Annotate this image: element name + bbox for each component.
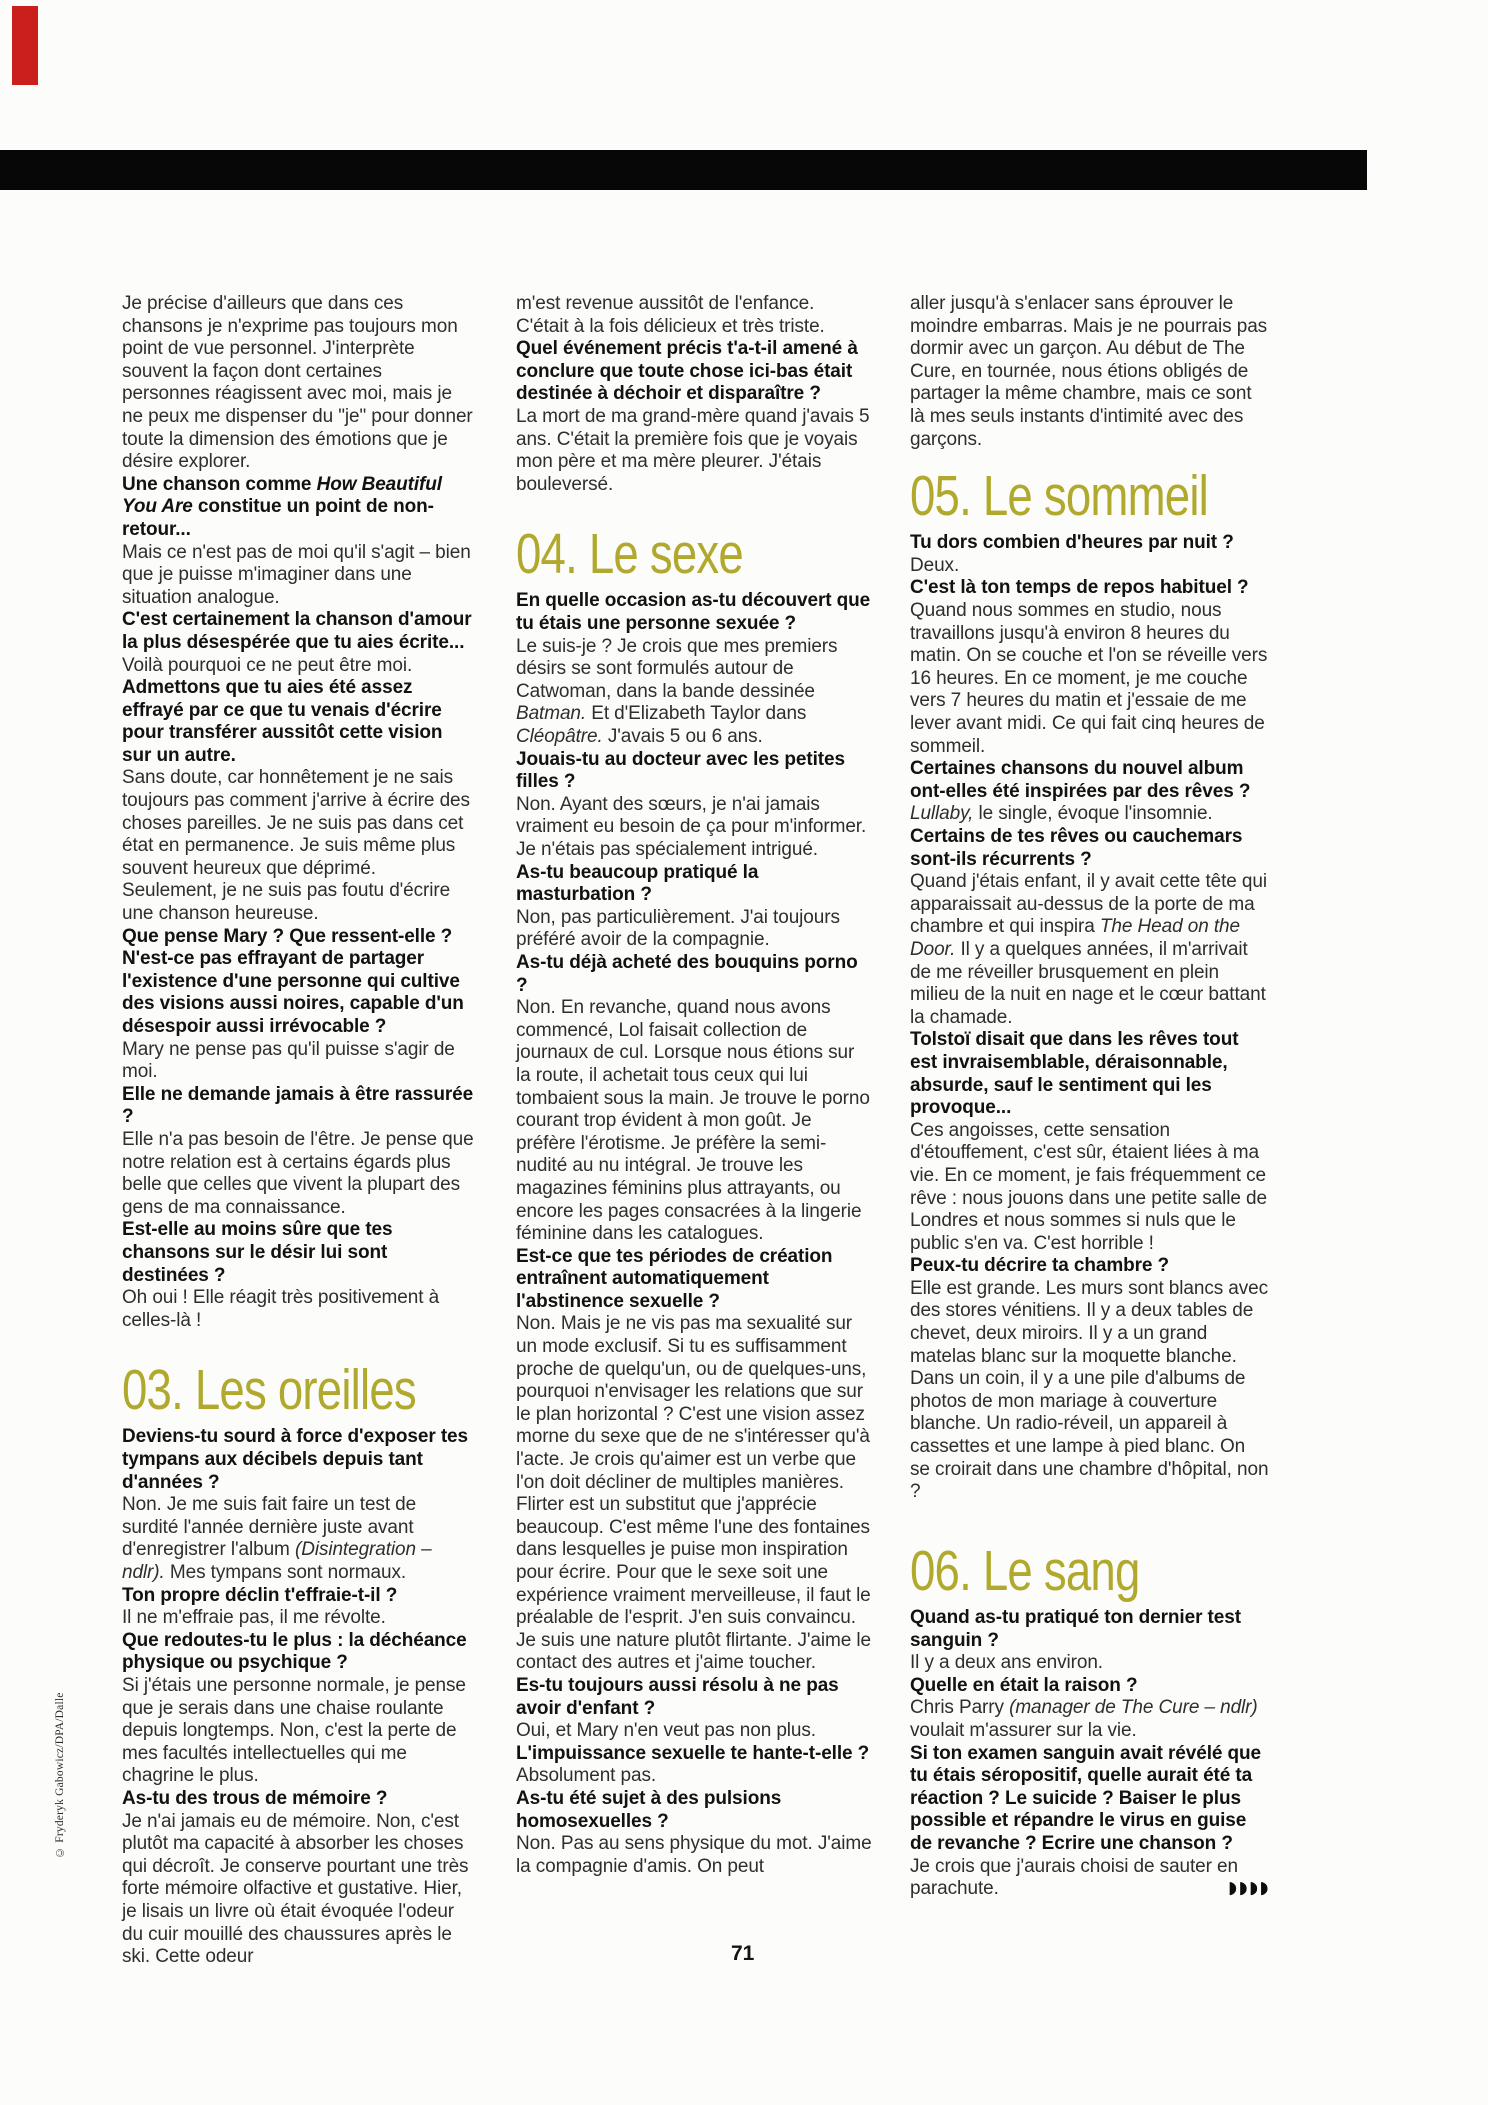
column-2 (516, 293, 872, 1878)
question-paragraph: Certaines chansons du nouvel album ont-elles été inspirées par des rêves ? (910, 758, 1251, 802)
answer-paragraph: Deux. (910, 554, 960, 576)
continue-arrows-icon: ◗◗◗◗ (1228, 1878, 1270, 1899)
single-title-italic: Lullaby, (910, 803, 974, 825)
question-paragraph: Quel événement précis t'a-t-il amené à conclure que toute chose ici-bas était destinée à déchoir et disparaître ? (516, 338, 858, 405)
page-number: 71 (731, 1942, 755, 1965)
section-heading-04-le-sexe: 04. Le sexe (516, 522, 743, 587)
question-paragraph: Quelle en était la raison ? (910, 1674, 1138, 1696)
answer-paragraph: Oh oui ! Elle réagit très positivement à celles-là ! (122, 1287, 440, 1331)
answer-paragraph: Il y a deux ans environ. (910, 1652, 1103, 1674)
answer-paragraph: Quand j'étais enfant, il y avait cette tête qui apparaissait au-dessus de la porte de ma chambre et qui inspira The Head on the Door. Il y a quelques années, il m'arrivait de me réveiller brusquement en plein milieu de la nuit en nage et le cœur battant la chamade. (910, 871, 1267, 1028)
section-heading-05-le-sommeil: 05. Le sommeil (910, 464, 1209, 529)
section-heading-06-le-sang: 06. Le sang (910, 1538, 1140, 1603)
question-paragraph: C'est certainement la chanson d'amour la plus désespérée que tu aies écrite... (122, 609, 472, 653)
answer-paragraph: Le suis-je ? Je crois que mes premiers désirs se sont formulés autour de Catwoman, dans la bande dessinée Batman. Et d'Elizabeth Taylor dans Cléopâtre. J'avais 5 ou 6 ans. (516, 635, 838, 748)
question-paragraph: Ton propre déclin t'effraie-t-il ? (122, 1584, 398, 1606)
answer-paragraph: Ces angoisses, cette sensation d'étouffement, c'est sûr, étaient liées à ma vie. En ce moment, je fais fréquemment ce rêve : nous jouons dans une petite salle de Londres et nous sommes si nuls que le public s'en va. C'est horrible ! (910, 1119, 1267, 1254)
question-paragraph: Est-ce que tes périodes de création entraînent automatiquement l'abstinence sexuelle ? (516, 1245, 833, 1312)
question-paragraph: Si ton examen sanguin avait révélé que tu étais séropositif, quelle aurait été ta réaction ? Le suicide ? Baiser le plus possible et répandre le virus en guise de revanche ? Ecrire une chanson ? (910, 1742, 1261, 1854)
answer-paragraph: Non. En revanche, quand nous avons commencé, Lol faisait collection de journaux de cul. Lorsque nous étions sur la route, il achetait tous ceux qui lui tombaient sous la main. Je trouve le porno courant trop évident à mon goût. Je préfère l'érotisme. Je préfère la semi-nudité au nu intégral. Je trouve les magazines féminins plus attrayants, ou encore les pages consacrées à la lingerie féminine dans les catalogues. (516, 997, 870, 1245)
answer-paragraph: Sans doute, car honnêtement je ne sais toujours pas comment j'arrive à écrire des choses pareilles. Je ne suis pas dans cet état en permanence. Je suis même plus souvent heureux que déprimé. Seulement, je ne suis pas foutu d'écrire une chanson heureuse. (122, 767, 470, 925)
question-paragraph: Que pense Mary ? Que ressent-elle ? N'est-ce pas effrayant de partager l'existence d'une personne qui cultive des visions aussi noires, capable d'un désespoir aussi irrévocable ? (122, 925, 464, 1037)
header-black-bar (0, 150, 1367, 190)
question-paragraph: Es-tu toujours aussi résolu à ne pas avoir d'enfant ? (516, 1674, 839, 1719)
answer-paragraph: Non. Ayant des sœurs, je n'ai jamais vraiment eu besoin de ça pour m'informer. Je n'étais pas spécialement intrigué. (516, 793, 867, 861)
question-paragraph: C'est là ton temps de repos habituel ? (910, 577, 1249, 599)
answer-paragraph: Si j'étais une personne normale, je pense que je serais dans une chaise roulante depuis longtemps. Non, c'est la perte de mes facultés intellectuelles qui me chagrine le plus. (122, 1674, 466, 1787)
answer-paragraph: Chris Parry (manager de The Cure – ndlr) voulait m'assurer sur la vie. (910, 1697, 1258, 1741)
answer-paragraph: Non. Je me suis fait faire un test de surdité l'année dernière juste avant d'enregistrer l'album (Disintegration – ndlr). Mes tympans sont normaux. (122, 1494, 432, 1584)
answer-paragraph: Il ne m'effraie pas, il me révolte. (122, 1607, 386, 1629)
question-paragraph: As-tu été sujet à des pulsions homosexuelles ? (516, 1787, 782, 1832)
film-title-italic: Cléopâtre. (516, 726, 603, 748)
answer-paragraph: Non. Mais je ne vis pas ma sexualité sur un mode exclusif. Si tu es suffisamment proche de quelqu'un, ou de quelques-uns, pourquoi n'envisager les relations que sur le plan horizontal ? C'est une vision assez morne du sexe que de ne s'intéresser qu'à l'acte. Je crois qu'aimer est un verbe que l'on doit décliner de multiples manières. Flirter est un substitut que j'apprécie beaucoup. C'est même l'une des fontaines dans lesquelles je puise mon inspiration pour écrire. Pour que le sexe soit une expérience vraiment merveilleuse, il faut le préalable de l'esprit. J'en suis convaincu. Je suis une nature plutôt flirtante. J'aime le contact des autres et j'aime toucher. (516, 1313, 871, 1674)
question-paragraph: Admettons que tu aies été assez effrayé par ce que tu venais d'écrire pour transférer aussitôt cette vision sur un autre. (122, 677, 443, 766)
question-paragraph: En quelle occasion as-tu découvert que tu étais une personne sexuée ? (516, 590, 871, 635)
photo-credit: © Fryderyk Gabowicz/DPA/Dalle (54, 1692, 66, 1858)
question-paragraph: Est-elle au moins sûre que tes chansons sur le désir lui sont destinées ? (122, 1219, 393, 1286)
question-paragraph: Deviens-tu sourd à force d'exposer tes tympans aux décibels depuis tant d'années ? (122, 1426, 468, 1493)
question-paragraph: L'impuissance sexuelle te hante-t-elle ? (516, 1742, 870, 1764)
answer-paragraph: Absolument pas. (516, 1765, 657, 1787)
column-1 (122, 293, 474, 1969)
red-section-tab (12, 6, 38, 85)
song-title-italic: How Beautiful You Are (122, 473, 442, 518)
question-paragraph: Tolstoï disait que dans les rêves tout est invraisemblable, déraisonnable, absurde, sauf le sentiment qui les provoque... (910, 1029, 1239, 1119)
question-paragraph: Jouais-tu au docteur avec les petites filles ? (516, 748, 845, 793)
answer-paragraph: Je précise d'ailleurs que dans ces chansons je n'exprime pas toujours mon point de vue personnel. J'interprète souvent la façon dont certaines personnes réagissent avec moi, mais je ne peux me dispenser du "je" pour donner toute la dimension des émotions que je désire explorer. (122, 293, 473, 473)
answer-paragraph: m'est revenue aussitôt de l'enfance. C'était à la fois délicieux et très triste. (516, 293, 825, 337)
answer-paragraph: Voilà pourquoi ce ne peut être moi. (122, 654, 413, 676)
answer-paragraph: Non. Pas au sens physique du mot. J'aime la compagnie d'amis. On peut (516, 1833, 872, 1877)
answer-paragraph: Mary ne pense pas qu'il puisse s'agir de moi. (122, 1038, 455, 1083)
answer-paragraph: Je n'ai jamais eu de mémoire. Non, c'est plutôt ma capacité à absorber les choses qui décroît. Je conserve pourtant une très forte mémoire olfactive et gustative. Hier, je lisais un livre où était évoquée l'odeur du cuir mouillé des chaussures après le ski. Cette odeur (122, 1810, 469, 1968)
answer-paragraph: La mort de ma grand-mère quand j'avais 5 ans. C'était la première fois que je voyais mon père et ma mère pleurer. J'étais bouleversé. (516, 405, 870, 495)
section-heading-03-les-oreilles: 03. Les oreilles (122, 1358, 416, 1423)
manager-note-italic: (manager de The Cure – ndlr) (1009, 1697, 1258, 1719)
answer-paragraph: Elle est grande. Les murs sont blancs avec des stores vénitiens. Il y a deux tables de chevet, deux miroirs. Il y a un grand matelas blanc sur la moquette blanche. Dans un coin, il y a une pile d'albums de photos de mon mariage à couverture blanche. Un radio-réveil, un appareil à cassettes et une lampe à pied blanc. On se croirait dans une chambre d'hôpital, non ? (910, 1277, 1269, 1503)
answer-paragraph: Lullaby, le single, évoque l'insomnie. (910, 803, 1213, 825)
answer-paragraph: aller jusqu'à s'enlacer sans éprouver le moindre embarras. Mais je ne pourrais pas dormir avec un garçon. Au début de The Cure, en tournée, nous étions obligés de partager la même chambre, mais ce sont là mes seuls instants d'intimité avec des garçons. (910, 293, 1268, 450)
question-paragraph: Tu dors combien d'heures par nuit ? (910, 532, 1234, 554)
answer-paragraph: Non, pas particulièrement. J'ai toujours préféré avoir de la compagnie. (516, 906, 840, 951)
question-paragraph: Que redoutes-tu le plus : la déchéance physique ou psychique ? (122, 1629, 467, 1674)
album-title-italic: (Disintegration – ndlr). (122, 1539, 432, 1584)
question-paragraph: Certains de tes rêves ou cauchemars sont-ils récurrents ? (910, 826, 1243, 870)
question-paragraph: Une chanson comme How Beautiful You Are constitue un point de non-retour... (122, 473, 442, 540)
question-paragraph: Elle ne demande jamais à être rassurée ? (122, 1083, 474, 1128)
comic-title-italic: Batman. (516, 703, 587, 725)
answer-paragraph: Je crois que j'aurais choisi de sauter en parachute. ◗◗◗◗ (910, 1855, 1270, 1900)
answer-paragraph: Oui, et Mary n'en veut pas non plus. (516, 1720, 816, 1742)
question-paragraph: As-tu déjà acheté des bouquins porno ? (516, 951, 858, 996)
question-paragraph: Peux-tu décrire ta chambre ? (910, 1255, 1170, 1277)
answer-paragraph: Elle n'a pas besoin de l'être. Je pense que notre relation est à certains égards plus belle que celles que vivent la plupart des gens de ma connaissance. (122, 1128, 474, 1218)
question-paragraph: As-tu beaucoup pratiqué la masturbation ? (516, 861, 759, 906)
answer-paragraph: Quand nous sommes en studio, nous travaillons jusqu'à environ 8 heures du matin. On se couche et l'on se réveille vers 16 heures. En ce moment, je me couche vers 7 heures du matin et j'essaie de me lever avant midi. Ce qui fait cinq heures de sommeil. (910, 600, 1268, 757)
album-title-italic: The Head on the Door. (910, 916, 1240, 960)
question-paragraph: As-tu des trous de mémoire ? (122, 1787, 388, 1809)
question-paragraph: Quand as-tu pratiqué ton dernier test sanguin ? (910, 1606, 1241, 1651)
column-3 (910, 293, 1270, 1901)
answer-paragraph: Mais ce n'est pas de moi qu'il s'agit – bien que je puisse m'imaginer dans une situation analogue. (122, 541, 471, 608)
